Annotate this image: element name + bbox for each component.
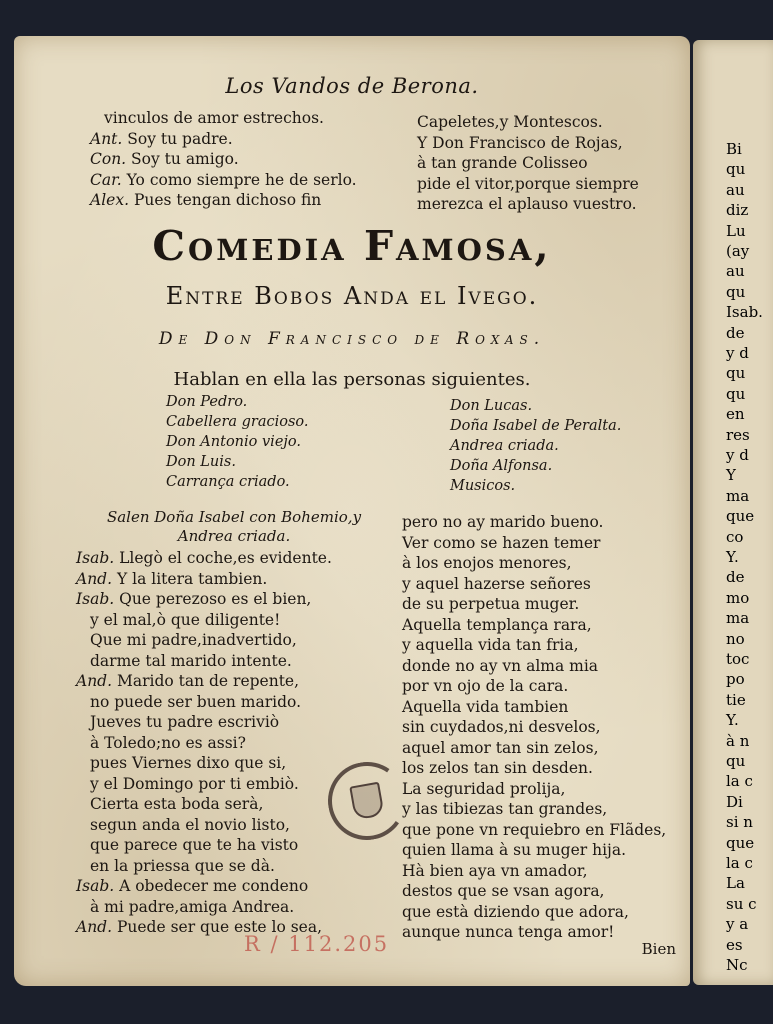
stage-direction (94, 508, 374, 546)
verse-line (76, 856, 332, 877)
verse-line: pide el vitor,porque siempre (417, 174, 639, 193)
next-page-fragment: Y. (726, 711, 739, 730)
verse-line: donde no ay vn alma mia (402, 656, 599, 675)
top-right-column (417, 112, 639, 215)
verse-text: no puede ser buen marido. (90, 692, 302, 711)
speaker-label: Ant. (90, 129, 123, 148)
verse-line: Y Don Francisco de Rojas, (417, 133, 623, 152)
verse-line: aunque nunca tenga amor! (402, 923, 615, 941)
next-page-fragment: (ay (726, 242, 750, 260)
next-page-fragment: au (726, 180, 745, 199)
verse-line: los zelos tan sin desden. (402, 759, 593, 777)
next-page-fragment: co (726, 527, 744, 546)
next-page-fragment: de (726, 568, 745, 587)
verse-line: à los enojos menores, (402, 554, 572, 572)
verse-text: y el Domingo por ti embiò. (90, 774, 299, 793)
next-page-fragment: Isab. (726, 303, 763, 322)
next-page-fragment: res (726, 425, 750, 444)
book-page-right-edge (693, 40, 773, 985)
next-page-fragment: de (726, 323, 745, 342)
next-page-fragment: La (726, 874, 745, 893)
coat-of-arms-icon (349, 782, 384, 821)
character-name: Doña Alfonsa. (450, 458, 553, 474)
verse-line: y aquella vida tan fria, (402, 636, 579, 654)
verse-text: Que mi padre,inadvertido, (90, 631, 297, 649)
verse-text: Cierta esta boda serà, (90, 795, 264, 813)
dramatis-personae-right (450, 396, 621, 496)
next-page-fragment: y a (726, 915, 749, 934)
next-page-fragment: qu (726, 384, 746, 403)
verse-line (76, 651, 332, 672)
next-page-fragment: qu (726, 282, 746, 301)
verse-line: Aquella templança rara, (402, 615, 592, 634)
verse-line: à tan grande Colisseo (417, 154, 588, 172)
verse-line: aquel amor tan sin zelos, (402, 738, 599, 757)
character-name: Musicos. (450, 478, 516, 494)
speaker-label: And. (76, 569, 113, 588)
next-page-fragment: en (726, 405, 745, 424)
character-name: Don Pedro. (166, 394, 248, 410)
verse-text: à Toledo;no es assi? (90, 733, 246, 752)
verse-right-column (402, 512, 666, 943)
next-page-fragment: que (726, 507, 755, 526)
next-page-fragment: si n (726, 813, 753, 832)
library-shelf-mark: R / 112.205 (244, 932, 390, 956)
next-page-fragment: Bi (726, 140, 742, 158)
next-page-fragment: diz (726, 201, 749, 220)
verse-text: Yo como siempre he de serlo. (126, 170, 357, 189)
next-page-fragment: no (726, 629, 745, 648)
book-page-left (14, 36, 690, 986)
speaker-label: Alex. (90, 191, 129, 209)
speaker-label: And. (76, 918, 113, 936)
next-page-fragment: Y. (726, 548, 739, 566)
next-page-fragment: y d (726, 446, 749, 464)
stage-direction-line: Salen Doña Isabel con Bohemio,y (106, 508, 362, 526)
next-page-fragment: la c (726, 854, 753, 872)
catchword: Bien (641, 940, 676, 958)
verse-line (76, 569, 332, 590)
verse-line: Ver como se hazen temer (402, 533, 601, 552)
verse-text: darme tal marido intente. (90, 651, 292, 670)
verse-line (76, 610, 332, 631)
next-page-fragment: po (726, 670, 745, 689)
next-page-fragment: tie (726, 690, 746, 709)
next-page-fragment: ma (726, 486, 750, 505)
character-name: Cabellera gracioso. (166, 414, 309, 430)
verse-text: Puede ser que este lo sea, (116, 918, 323, 936)
verse-line: que està diziendo que adora, (402, 902, 629, 921)
next-page-fragment: Lu (726, 221, 746, 240)
verse-line (76, 733, 332, 754)
speaker-label: And. (76, 672, 113, 690)
character-name: Don Luis. (166, 454, 236, 470)
verse-line: de su perpetua muger. (402, 595, 580, 613)
character-name: Carrança criado. (166, 474, 290, 490)
verse-line: Capeletes,y Montescos. (417, 113, 603, 131)
verse-line (90, 170, 357, 191)
next-page-fragment: qu (726, 160, 746, 179)
verse-line: La seguridad prolija, (402, 779, 566, 798)
verse-line: Aquella vida tambien (402, 697, 569, 716)
verse-text: Soy tu padre. (127, 129, 233, 148)
verse-line (90, 108, 357, 129)
verse-line (76, 794, 332, 815)
verse-line: sin cuydados,ni desvelos, (402, 718, 601, 736)
next-page-fragment: Y (726, 466, 736, 485)
verse-text: Llegò el coche,es evidente. (119, 549, 332, 567)
verse-text: que parece que te ha visto (90, 836, 299, 854)
next-page-fragment: es (726, 935, 743, 954)
verse-text: Jueves tu padre escriviò (90, 713, 280, 731)
character-name: Don Antonio viejo. (166, 434, 301, 450)
verse-line (76, 897, 332, 918)
verse-text: y el mal,ò que diligente! (90, 610, 281, 629)
library-stamp-seal (322, 756, 412, 846)
character-name: Andrea criada. (450, 438, 559, 454)
character-name: Don Lucas. (450, 398, 533, 414)
verse-text: Que perezoso es el bien, (119, 590, 312, 608)
top-left-column (90, 108, 357, 211)
next-page-fragment: au (726, 262, 745, 281)
speaker-label: Con. (90, 150, 127, 168)
verse-line: destos que se vsan agora, (402, 882, 605, 900)
next-page-fragment: toc (726, 650, 750, 668)
verse-line: Hà bien aya vn amador, (402, 861, 588, 880)
verse-line (76, 589, 332, 610)
next-page-fragment: qu (726, 752, 746, 770)
verse-text: pues Viernes dixo que si, (90, 754, 287, 772)
speaker-label: Car. (90, 170, 122, 189)
verse-line: pero no ay marido bueno. (402, 513, 604, 531)
next-page-fragment: y d (726, 344, 749, 362)
verse-line (76, 815, 332, 836)
verse-line (90, 149, 357, 170)
verse-text: Soy tu amigo. (131, 150, 239, 168)
verse-line (76, 835, 332, 856)
next-page-fragment: Di (726, 792, 743, 811)
verse-line (76, 753, 332, 774)
verse-text: Marido tan de repente, (116, 672, 300, 690)
verse-text: en la priessa que se dà. (90, 856, 275, 875)
speaker-label: Isab. (76, 549, 115, 567)
verse-line (76, 692, 332, 713)
next-page-fragment: la c (726, 772, 753, 791)
verse-text: segun anda el novio listo, (90, 815, 290, 834)
next-page-fragment: mo (726, 588, 750, 607)
dramatis-heading: Hablan en ella las personas siguientes. (173, 369, 531, 390)
next-page-fragment: su c (726, 894, 757, 913)
author-line: De Don Francisco de Roxas. (158, 329, 546, 349)
next-page-fragment: Nc (726, 956, 748, 974)
speaker-label: Isab. (76, 590, 115, 608)
dramatis-personae-left (166, 392, 309, 492)
comedy-subtitle: Entre Bobos Anda el Ivego. (165, 282, 539, 310)
verse-line (76, 774, 332, 795)
verse-line: que pone vn requiebro en Flãdes, (402, 820, 667, 839)
next-page-fragment: que (726, 833, 755, 852)
verse-line: por vn ojo de la cara. (402, 677, 569, 695)
stage-direction-line: Andrea criada. (177, 527, 291, 545)
verse-line (90, 190, 357, 211)
verse-line (76, 548, 332, 569)
next-page-fragment: ma (726, 609, 750, 628)
verse-text: vinculos de amor estrechos. (104, 109, 324, 127)
next-page-fragment: à n (726, 731, 750, 750)
speaker-label: Isab. (76, 877, 115, 895)
verse-text: Y la litera tambien. (116, 569, 268, 588)
verse-line (90, 129, 357, 150)
verse-line (76, 671, 332, 692)
verse-text: A obedecer me condeno (119, 877, 309, 895)
verse-line (76, 876, 332, 897)
next-page-fragment: qu (726, 364, 746, 383)
verse-line (76, 630, 332, 651)
verse-line: y aquel hazerse señores (402, 574, 591, 593)
verse-line: quien llama à su muger hija. (402, 841, 627, 859)
verse-left-column (76, 548, 332, 938)
comedy-title: Comedia Famosa, (152, 222, 552, 270)
verse-text: Pues tengan dichoso fin (133, 191, 322, 209)
verse-line: merezca el aplauso vuestro. (417, 195, 637, 213)
verse-line (76, 712, 332, 733)
character-name: Doña Isabel de Peralta. (450, 418, 622, 434)
verse-text: à mi padre,amiga Andrea. (90, 897, 295, 916)
running-title: Los Vandos de Berona. (225, 74, 479, 98)
verse-line: y las tibiezas tan grandes, (402, 800, 608, 818)
